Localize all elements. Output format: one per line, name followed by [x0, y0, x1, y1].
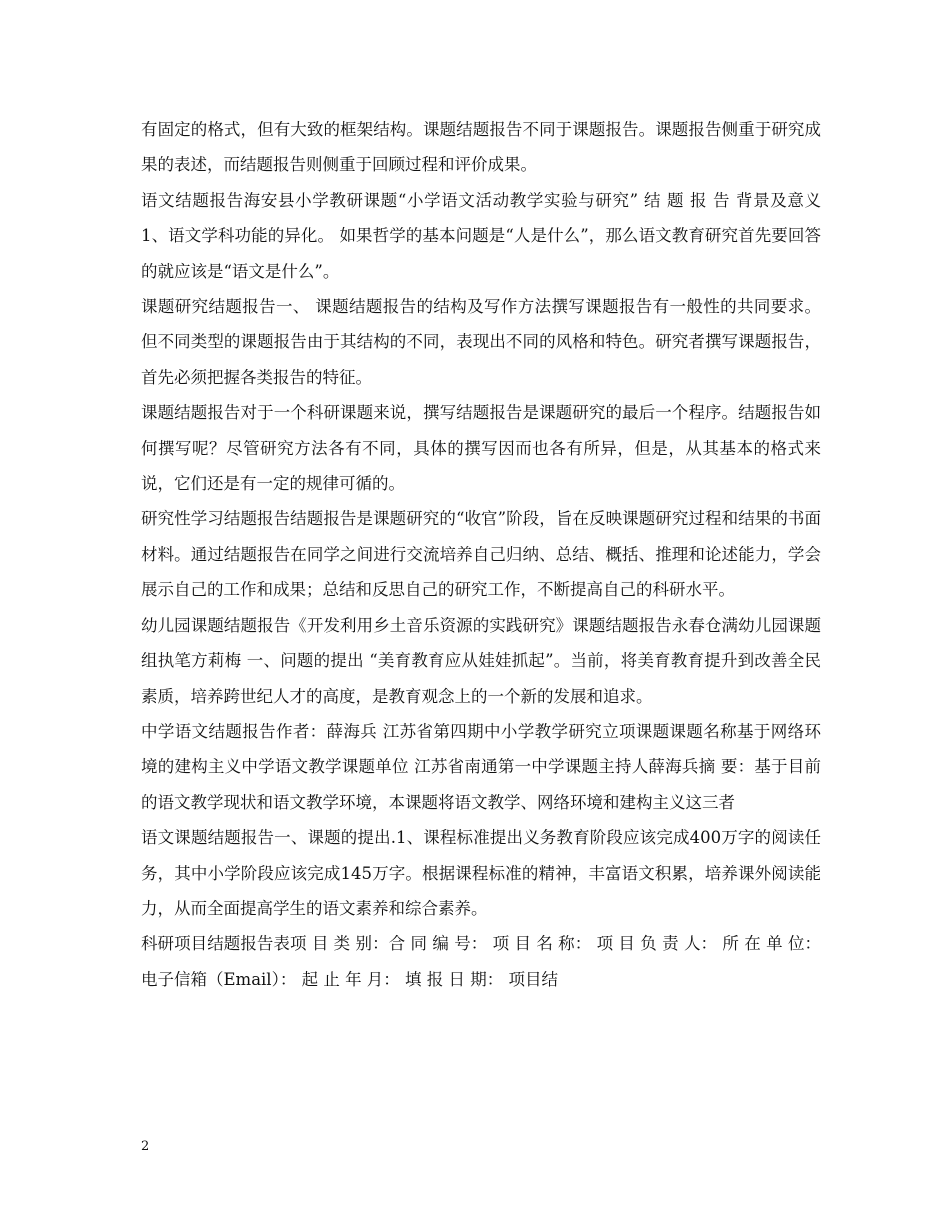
page-body	[141, 112, 821, 997]
paragraph-2: 语文结题报告海安县小学教研课题“小学语文活动教学实验与研究” 结 题 报 告 背景及意义 1、语文学科功能的异化。 如果哲学的基本问题是“人是什么”，那么语文教育研究首先要回答的就应该是“语文是什么”。	[141, 190, 821, 281]
paragraph-3: 课题研究结题报告一、 课题结题报告的结构及写作方法撰写课题报告有一般性的共同要求。但不同类型的课题报告由于其结构的不同，表现出不同的风格和特色。研究者撰写课题报告，首先必须把握各类报告的特征。	[141, 297, 821, 387]
paragraph-4: 课题结题报告对于一个科研课题来说，撰写结题报告是课题研究的最后一个程序。结题报告如何撰写呢？尽管研究方法各有不同，具体的撰写因而也各有所异，但是，从其基本的格式来说，它们还是有一定的规律可循的。	[141, 403, 821, 494]
page-number: 2	[141, 1139, 150, 1154]
paragraph-7: 中学语文结题报告作者：薛海兵 江苏省第四期中小学教学研究立项课题课题名称基于网络环境的建构主义中学语文教学课题单位 江苏省南通第一中学课题主持人薛海兵摘 要：基于目前的语文教学现状和语文教学环境，本课题将语文教学、网络环境和建构主义这三者	[141, 721, 821, 812]
paragraph-8: 语文课题结题报告一、课题的提出.1、课程标准提出义务教育阶段应该完成400万字的阅读任务，其中小学阶段应该完成145万字。根据课程标准的精神，丰富语文积累，培养课外阅读能力，从而全面提高学生的语文素养和综合素养。	[141, 828, 821, 918]
paragraph-1: 有固定的格式，但有大致的框架结构。课题结题报告不同于课题报告。课题报告侧重于研究成果的表述，而结题报告则侧重于回顾过程和评价成果。	[141, 120, 821, 175]
paragraph-6: 幼儿园课题结题报告《开发利用乡土音乐资源的实践研究》课题结题报告永春仓满幼儿园课题组执笔方莉梅 一、问题的提出 “美育教育应从娃娃抓起”。当前，将美育教育提升到改善全民素质，培养跨世纪人才的高度，是教育观念上的一个新的发展和追求。	[141, 615, 821, 706]
paragraph-5: 研究性学习结题报告结题报告是课题研究的“收官”阶段，旨在反映课题研究过程和结果的书面材料。通过结题报告在同学之间进行交流培养自己归纳、总结、概括、推理和论述能力，学会展示自己的工作和成果；总结和反思自己的研究工作，不断提高自己的科研水平。	[141, 509, 821, 600]
paragraph-9: 科研项目结题报告表项 目 类 别：合 同 编 号： 项 目 名 称： 项 目 负 责 人： 所 在 单 位：电子信箱（Email）： 起 止 年 月： 填 报 日 期： 项目结	[141, 934, 821, 989]
